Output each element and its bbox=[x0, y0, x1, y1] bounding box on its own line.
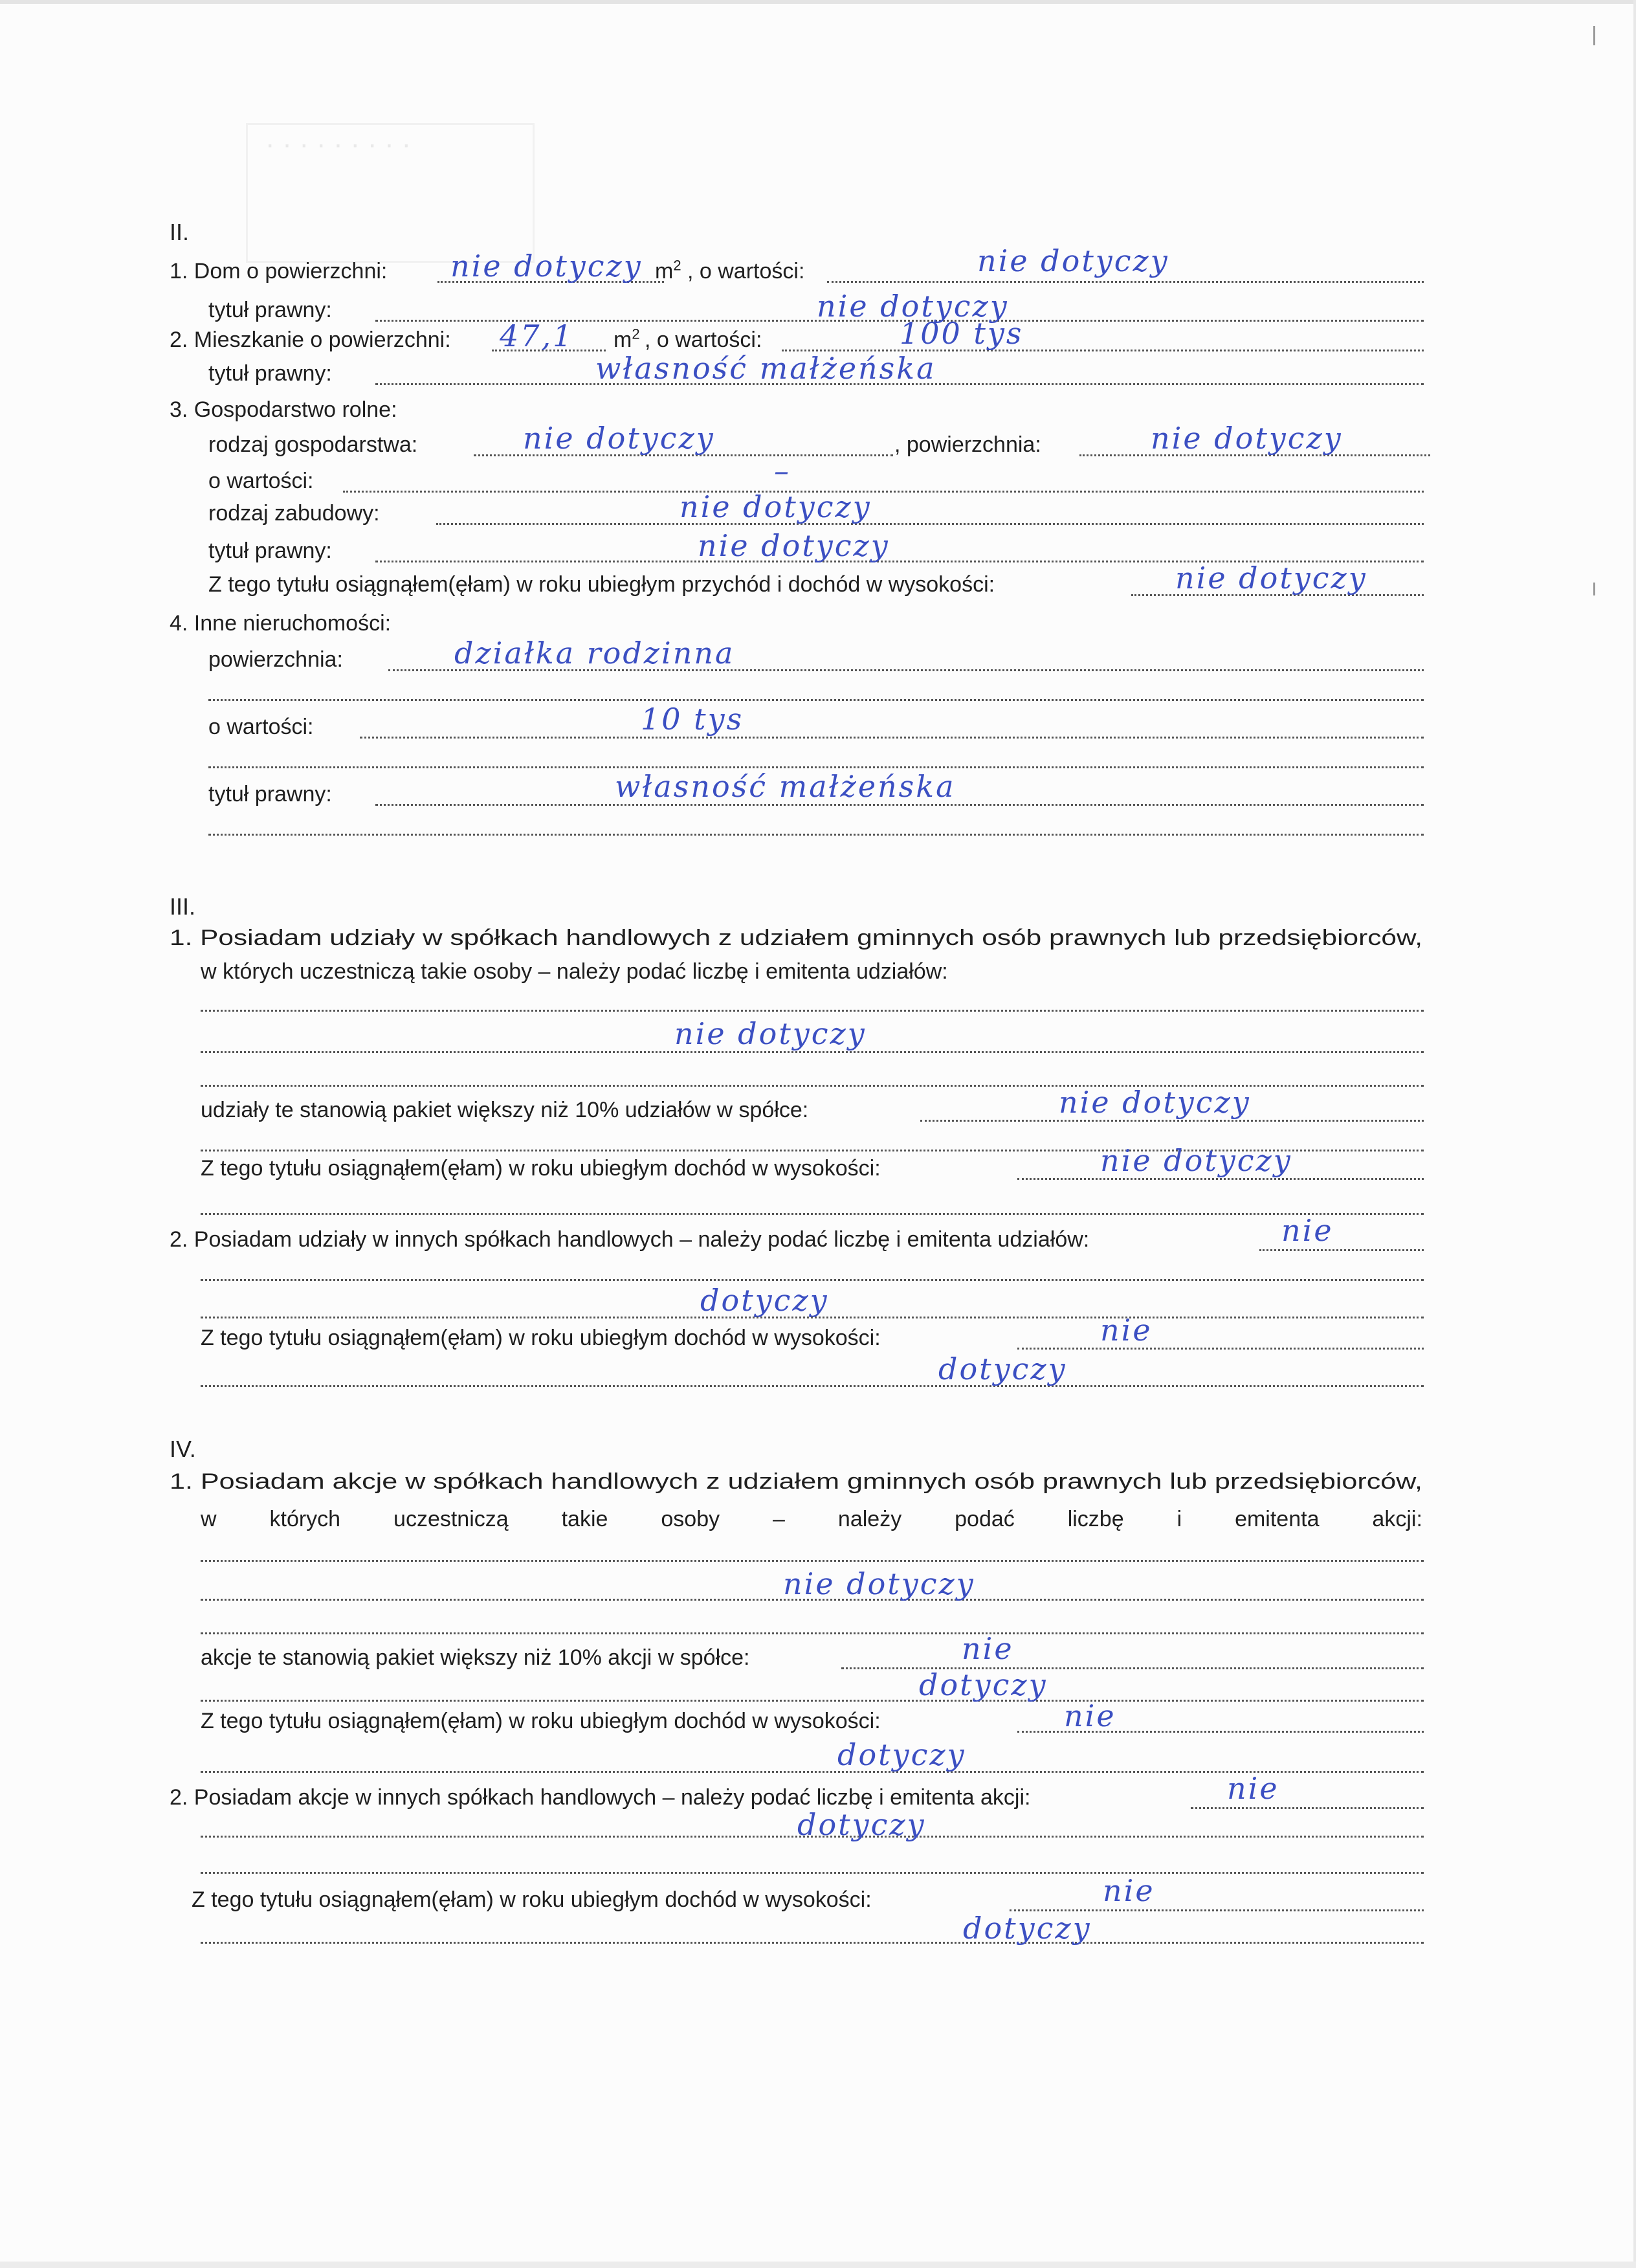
shares-other-income-value-a[interactable]: nie bbox=[1100, 1313, 1153, 1348]
house-value-field-line bbox=[827, 281, 1424, 283]
stocks-municipal-line2-word: uczestniczą bbox=[393, 1506, 509, 1531]
scan-edge-top bbox=[0, 0, 1636, 4]
house-value-label: , o wartości: bbox=[687, 259, 805, 284]
farm-label: 3. Gospodarstwo rolne: bbox=[170, 397, 397, 422]
shares-package-label: udziały te stanowią pakiet większy niż 10% udziałów w spółce: bbox=[201, 1098, 809, 1122]
other-estate-title-label: tytuł prawny: bbox=[208, 782, 332, 806]
shares-municipal-income-label: Z tego tytułu osiągnąłem(ęłam) w roku ubiegłym dochód w wysokości: bbox=[201, 1156, 881, 1181]
other-estate-value-field-line bbox=[360, 737, 1424, 739]
shares-municipal-line1-box bbox=[170, 924, 1422, 951]
house-area-unit bbox=[655, 258, 681, 285]
farm-value-label: o wartości: bbox=[208, 469, 314, 493]
farm-buildings-value[interactable]: nie dotyczy bbox=[680, 489, 872, 524]
shares-other-field-line bbox=[1259, 1249, 1424, 1251]
stocks-municipal-line2-word: w bbox=[201, 1506, 217, 1531]
other-estate-title-field-line bbox=[375, 804, 1424, 806]
shares-other-field-line2 bbox=[201, 1279, 1424, 1281]
stocks-other-field-line3 bbox=[201, 1872, 1424, 1874]
stocks-municipal-line1-box bbox=[170, 1468, 1422, 1495]
farm-buildings-field-line bbox=[436, 523, 1424, 525]
shares-other-field-line3 bbox=[201, 1317, 1424, 1318]
house-title-value[interactable]: nie dotyczy bbox=[817, 289, 1009, 324]
other-estate-area-extra-line bbox=[208, 699, 1424, 701]
other-estate-value-extra-line bbox=[208, 766, 1424, 768]
stocks-municipal-line2-word: podać bbox=[955, 1506, 1015, 1531]
shares-municipal-text-line1: 1. Posiadam udziały w spółkach handlowych z udziałem gminnych osób prawnych lub przedsiębiorców, bbox=[170, 926, 1422, 950]
stamp-bleed-through: · · · · · · · · · bbox=[246, 123, 535, 263]
flat-area-unit-exponent: 2 bbox=[632, 326, 640, 342]
stocks-other-field-line bbox=[1191, 1807, 1424, 1809]
shares-municipal-field-line2 bbox=[201, 1051, 1424, 1053]
stocks-municipal-income-value-a[interactable]: nie bbox=[1064, 1698, 1116, 1733]
farm-value-field-line bbox=[343, 491, 1424, 493]
shares-other-income-field-line bbox=[1017, 1348, 1424, 1350]
shares-other-income-value-b[interactable]: dotyczy bbox=[938, 1351, 1067, 1386]
farm-area-value[interactable]: nie dotyczy bbox=[1151, 421, 1343, 456]
scan-edge-mark bbox=[1593, 26, 1595, 45]
shares-package-value[interactable]: nie dotyczy bbox=[1059, 1085, 1251, 1120]
stocks-other-income-label: Z tego tytułu osiągnąłem(ęłam) w roku ubiegłym dochód w wysokości: bbox=[192, 1887, 872, 1912]
stocks-municipal-income-label: Z tego tytułu osiągnąłem(ęłam) w roku ubiegłym dochód w wysokości: bbox=[201, 1709, 881, 1733]
farm-title-value[interactable]: nie dotyczy bbox=[698, 528, 890, 563]
stocks-municipal-line2-word: liczbę bbox=[1067, 1506, 1124, 1531]
other-estate-area-value[interactable]: działka rodzinna bbox=[454, 636, 735, 671]
house-area-unit-exponent: 2 bbox=[673, 257, 681, 274]
shares-municipal-field-line1 bbox=[201, 1010, 1424, 1012]
flat-value-label: , o wartości: bbox=[645, 328, 762, 352]
stocks-package-extra-line bbox=[201, 1700, 1424, 1702]
farm-buildings-label: rodzaj zabudowy: bbox=[208, 501, 380, 526]
scan-edge-right bbox=[1633, 0, 1636, 2268]
stocks-package-value-a[interactable]: nie bbox=[962, 1631, 1014, 1666]
shares-municipal-income-extra-line bbox=[201, 1213, 1424, 1215]
section-ii-heading: II. bbox=[170, 219, 190, 245]
shares-other-value-a[interactable]: nie bbox=[1281, 1213, 1334, 1248]
other-estate-value[interactable]: 10 tys bbox=[641, 702, 744, 737]
stocks-municipal-value[interactable]: nie dotyczy bbox=[783, 1566, 975, 1601]
house-area-value[interactable]: nie dotyczy bbox=[450, 249, 643, 284]
stocks-municipal-income-value-b[interactable]: dotyczy bbox=[837, 1737, 966, 1772]
stocks-municipal-line2-word: należy bbox=[837, 1506, 902, 1531]
farm-value-dash[interactable]: – bbox=[774, 453, 791, 488]
flat-area-unit bbox=[614, 326, 640, 353]
stocks-other-income-value-b[interactable]: dotyczy bbox=[963, 1911, 1092, 1946]
flat-title-value[interactable]: własność małżeńska bbox=[595, 351, 936, 386]
stocks-municipal-field-line3 bbox=[201, 1632, 1424, 1634]
shares-package-field-line bbox=[920, 1120, 1424, 1122]
flat-area-label: 2. Mieszkanie o powierzchni: bbox=[170, 328, 451, 352]
stocks-municipal-text-line1: 1. Posiadam akcje w spółkach handlowych z udziałem gminnych osób prawnych lub przedsiębiorców, bbox=[170, 1469, 1422, 1494]
stocks-other-income-extra-line bbox=[201, 1942, 1424, 1944]
stocks-municipal-line2-word: – bbox=[773, 1506, 785, 1531]
stocks-package-value-b[interactable]: dotyczy bbox=[919, 1667, 1048, 1702]
house-area-label: 1. Dom o powierzchni: bbox=[170, 259, 388, 284]
farm-income-label: Z tego tytułu osiągnąłem(ęłam) w roku ubiegłym przychód i dochód w wysokości: bbox=[208, 572, 995, 597]
farm-type-value[interactable]: nie dotyczy bbox=[523, 421, 715, 456]
shares-other-text: 2. Posiadam udziały w innych spółkach handlowych – należy podać liczbę i emitenta udziałów: bbox=[170, 1227, 1090, 1252]
stocks-other-text: 2. Posiadam akcje w innych spółkach handlowych – należy podać liczbę i emitenta akcji: bbox=[170, 1785, 1031, 1810]
other-estate-title-extra-line bbox=[208, 834, 1424, 836]
stocks-other-value-b[interactable]: dotyczy bbox=[797, 1807, 926, 1842]
stocks-municipal-line2-word: takie bbox=[561, 1506, 608, 1531]
house-title-label: tytuł prawny: bbox=[208, 298, 332, 322]
other-estate-area-label: powierzchnia: bbox=[208, 647, 343, 672]
shares-municipal-text-line2: w których uczestniczą takie osoby – należy podać liczbę i emitenta udziałów: bbox=[201, 959, 948, 984]
section-iii-heading: III. bbox=[170, 893, 196, 920]
shares-municipal-income-value[interactable]: nie dotyczy bbox=[1100, 1143, 1292, 1178]
stocks-municipal-line2-word: emitenta bbox=[1235, 1506, 1320, 1531]
shares-other-income-label: Z tego tytułu osiągnąłem(ęłam) w roku ubiegłym dochód w wysokości: bbox=[201, 1326, 881, 1350]
stocks-municipal-line2-word: których bbox=[269, 1506, 341, 1531]
stocks-municipal-line2-word: akcji: bbox=[1372, 1506, 1422, 1531]
flat-title-label: tytuł prawny: bbox=[208, 361, 332, 386]
scan-edge-mark bbox=[1593, 583, 1595, 595]
house-area-unit-letter: m bbox=[655, 259, 674, 284]
flat-area-value[interactable]: 47,1 bbox=[500, 318, 574, 353]
other-estate-value-label: o wartości: bbox=[208, 715, 314, 739]
house-value[interactable]: nie dotyczy bbox=[977, 243, 1169, 278]
farm-income-value[interactable]: nie dotyczy bbox=[1175, 561, 1367, 595]
farm-type-label: rodzaj gospodarstwa: bbox=[208, 432, 418, 457]
stocks-municipal-line2-word: osoby bbox=[661, 1506, 720, 1531]
flat-value[interactable]: 100 tys bbox=[900, 316, 1024, 351]
shares-municipal-income-field-line bbox=[1017, 1178, 1424, 1180]
stocks-municipal-field-line1 bbox=[201, 1560, 1424, 1562]
shares-municipal-value[interactable]: nie dotyczy bbox=[674, 1016, 867, 1051]
stocks-other-income-value-a[interactable]: nie bbox=[1103, 1873, 1155, 1908]
farm-title-label: tytuł prawny: bbox=[208, 539, 332, 563]
stocks-municipal-text-line2 bbox=[201, 1506, 1422, 1533]
flat-area-unit-letter: m bbox=[614, 328, 632, 352]
farm-area-label: , powierzchnia: bbox=[894, 432, 1041, 457]
section-iv-heading: IV. bbox=[170, 1436, 196, 1462]
stocks-package-label: akcje te stanowią pakiet większy niż 10% akcji w spółce: bbox=[201, 1645, 750, 1670]
shares-other-value-b[interactable]: dotyczy bbox=[700, 1283, 829, 1318]
stocks-other-value-a[interactable]: nie bbox=[1227, 1771, 1279, 1806]
other-estate-label: 4. Inne nieruchomości: bbox=[170, 611, 392, 636]
scan-edge-bottom bbox=[0, 2262, 1636, 2268]
other-estate-title-value[interactable]: własność małżeńska bbox=[615, 769, 956, 804]
shares-other-income-extra-line bbox=[201, 1385, 1424, 1387]
stocks-municipal-line2-word: i bbox=[1177, 1506, 1182, 1531]
